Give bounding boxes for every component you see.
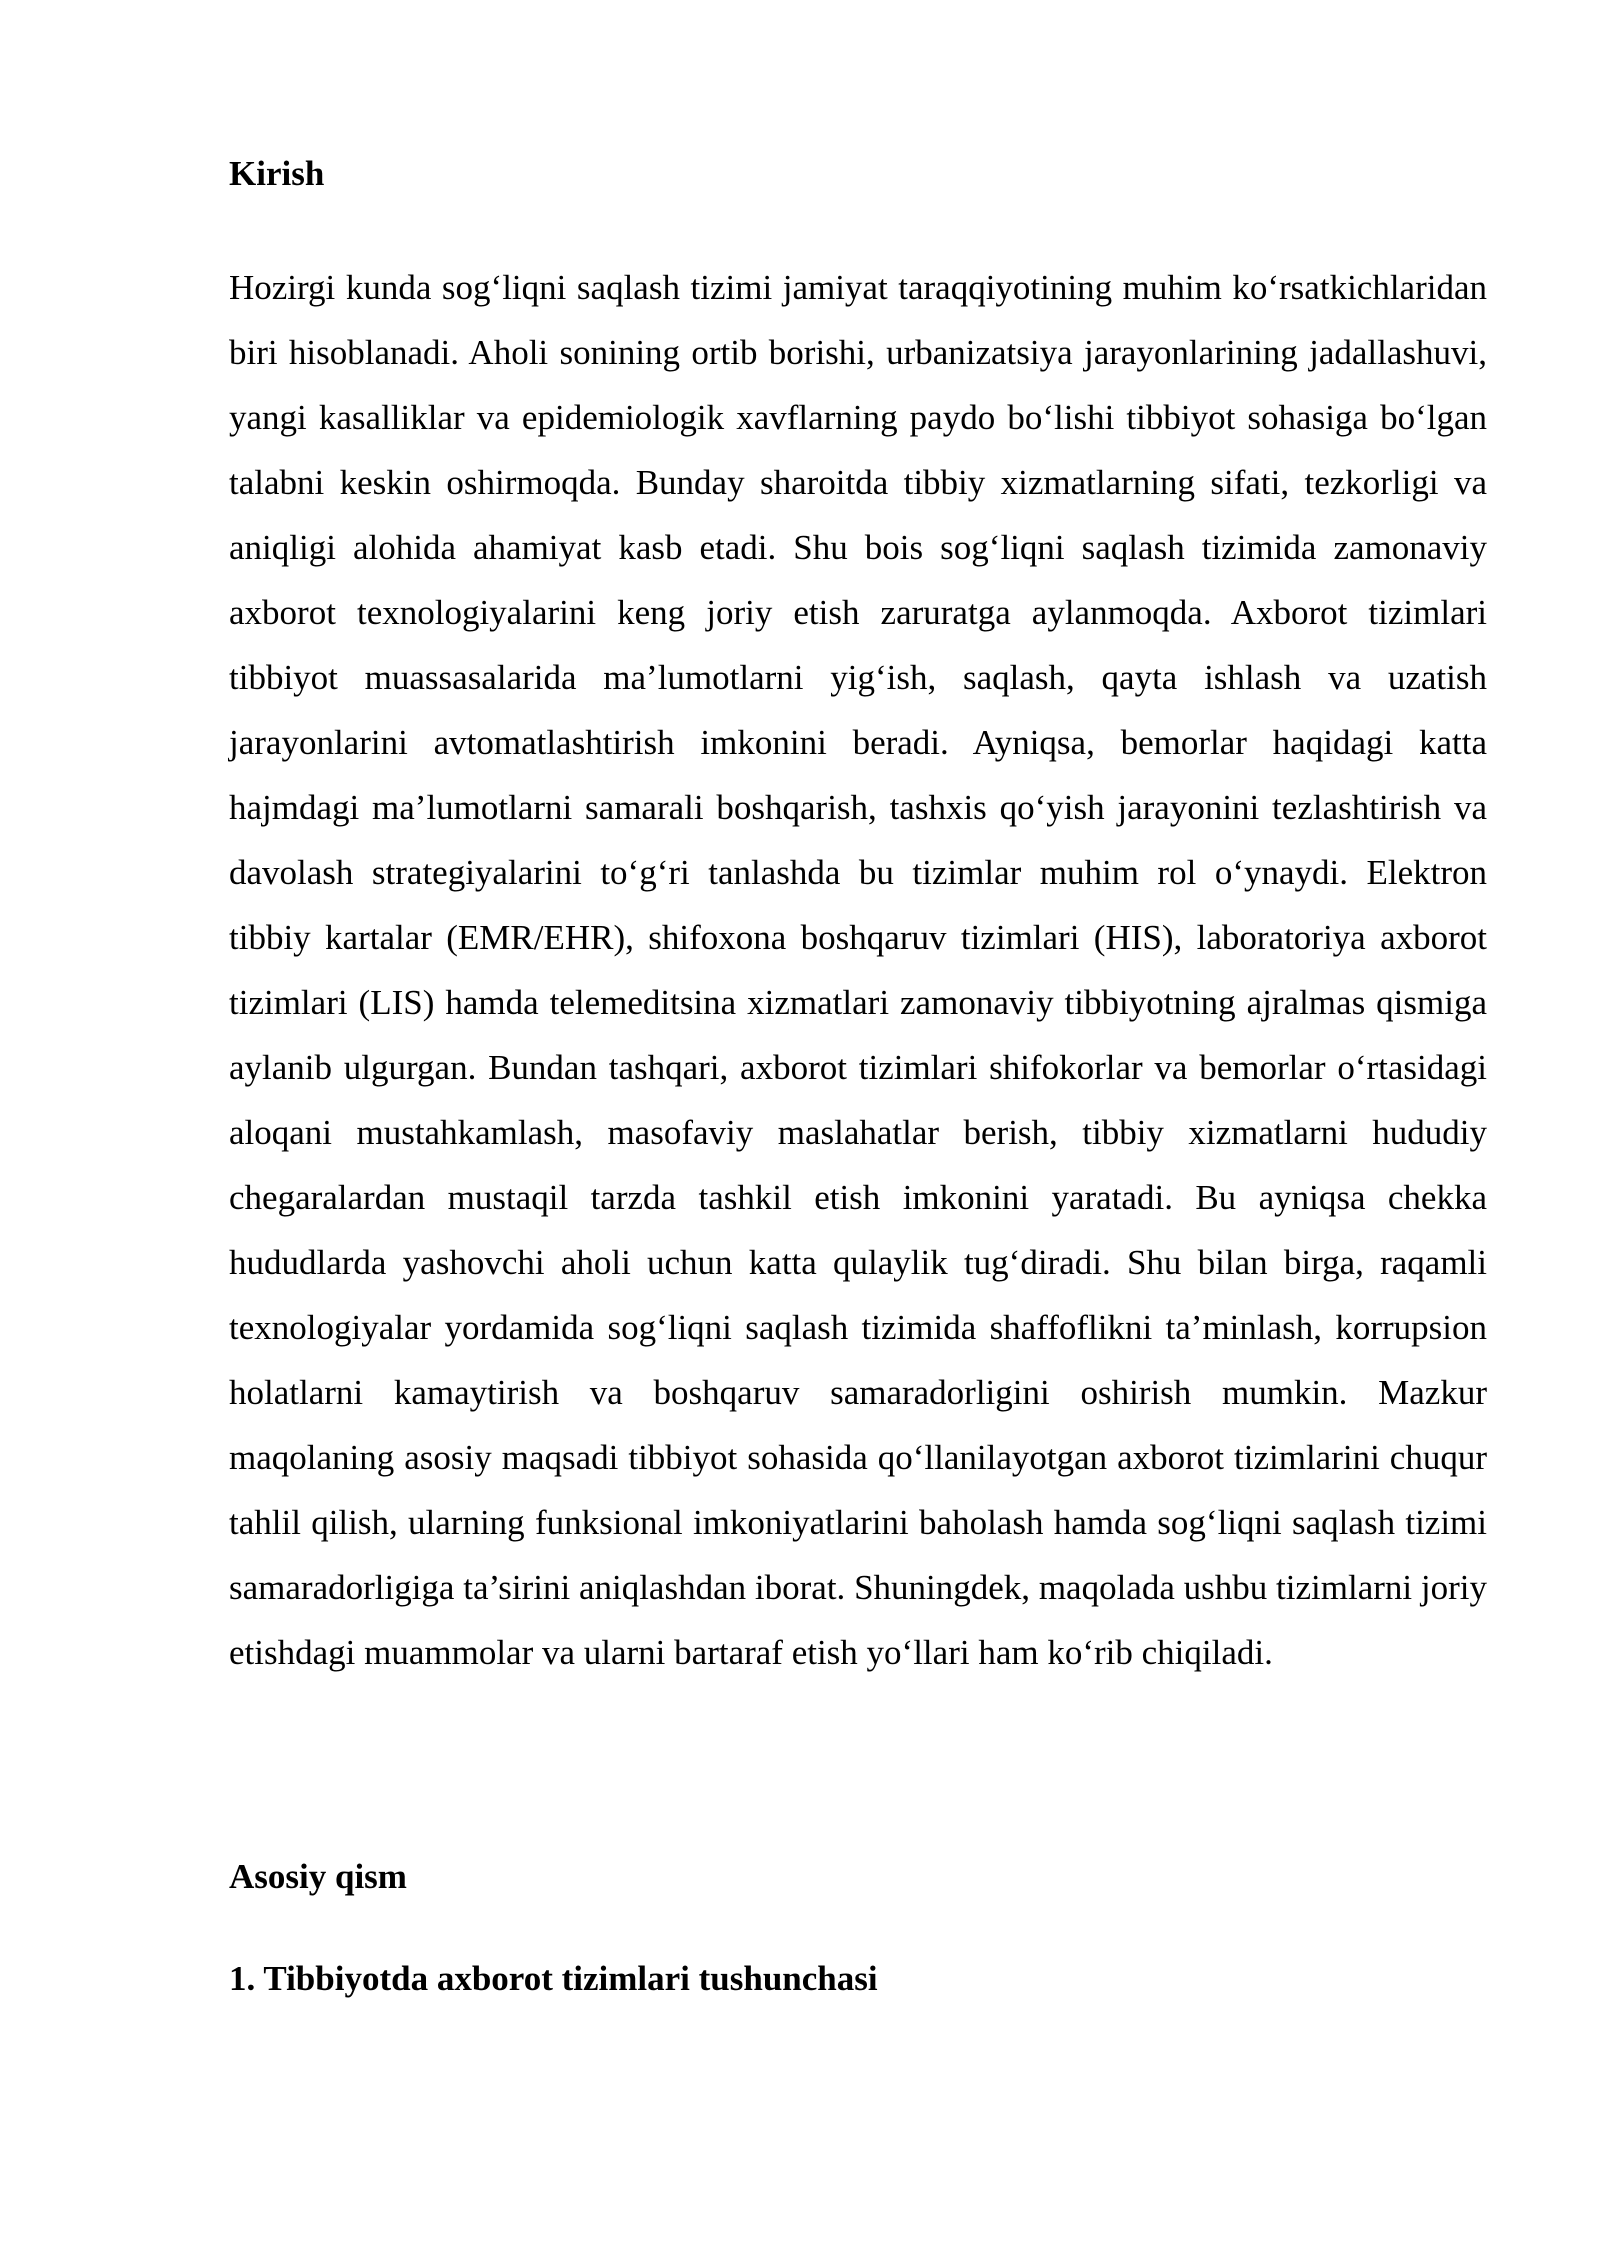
section-heading-kirish: Kirish <box>229 154 325 193</box>
subsection-heading-1: 1. Tibbiyotda axborot tizimlari tushunchasi <box>229 1959 878 1998</box>
section-heading-asosiy-qism: Asosiy qism <box>229 1857 407 1896</box>
intro-paragraph: Hozirgi kunda sog‘liqni saqlash tizimi jamiyat taraqqiyotining muhim ko‘rsatkichlaridan biri hisoblanadi. Aholi sonining ortib borishi, urbanizatsiya jarayonlarining jadallashuvi, yangi kasalliklar va epidemiologik xavflarning paydo bo‘lishi tibbiyot sohasiga bo‘lgan talabni keskin oshirmoqda. Bunday sharoitda tibbiy xizmatlarning sifati, tezkorligi va aniqligi alohida ahamiyat kasb etadi. Shu bois sog‘liqni saqlash tizimida zamonaviy axborot texnologiyalarini keng joriy etish zaruratga aylanmoqda. Axborot tizimlari tibbiyot muassasalarida ma’lumotlarni yig‘ish, saqlash, qayta ishlash va uzatish jarayonlarini avtomatlashtirish imkonini beradi. Ayniqsa, bemorlar haqidagi katta hajmdagi ma’lumotlarni samarali boshqarish, tashxis qo‘yish jarayonini tezlashtirish va davolash strategiyalarini to‘g‘ri tanlashda bu tizimlar muhim rol o‘ynaydi. Elektron tibbiy kartalar (EMR/EHR), shifoxona boshqaruv tizimlari (HIS), laboratoriya axborot tizimlari (LIS) hamda telemeditsina xizmatlari zamonaviy tibbiyotning ajralmas qismiga aylanib ulgurgan. Bundan tashqari, axborot tizimlari shifokorlar va bemorlar o‘rtasidagi aloqani mustahkamlash, masofaviy maslahatlar berish, tibbiy xizmatlarni hududiy chegaralardan mustaqil tarzda tashkil etish imkonini yaratadi. Bu ayniqsa chekka hududlarda yashovchi aholi uchun katta qulaylik tug‘diradi. Shu bilan birga, raqamli texnologiyalar yordamida sog‘liqni saqlash tizimida shaffoflikni ta’minlash, korrupsion holatlarni kamaytirish va boshqaruv samaradorligini oshirish mumkin. Mazkur maqolaning asosiy maqsadi tibbiyot sohasida qo‘llanilayotgan axborot tizimlarini chuqur tahlil qilish, ularning funksional imkoniyatlarini baholash hamda sog‘liqni saqlash tizimi samaradorligiga ta’sirini aniqlashdan iborat. Shuningdek, maqolada ushbu tizimlarni joriy etishdagi muammolar va ularni bartaraf etish yo‘llari ham ko‘rib chiqiladi. <box>229 268 1487 1672</box>
